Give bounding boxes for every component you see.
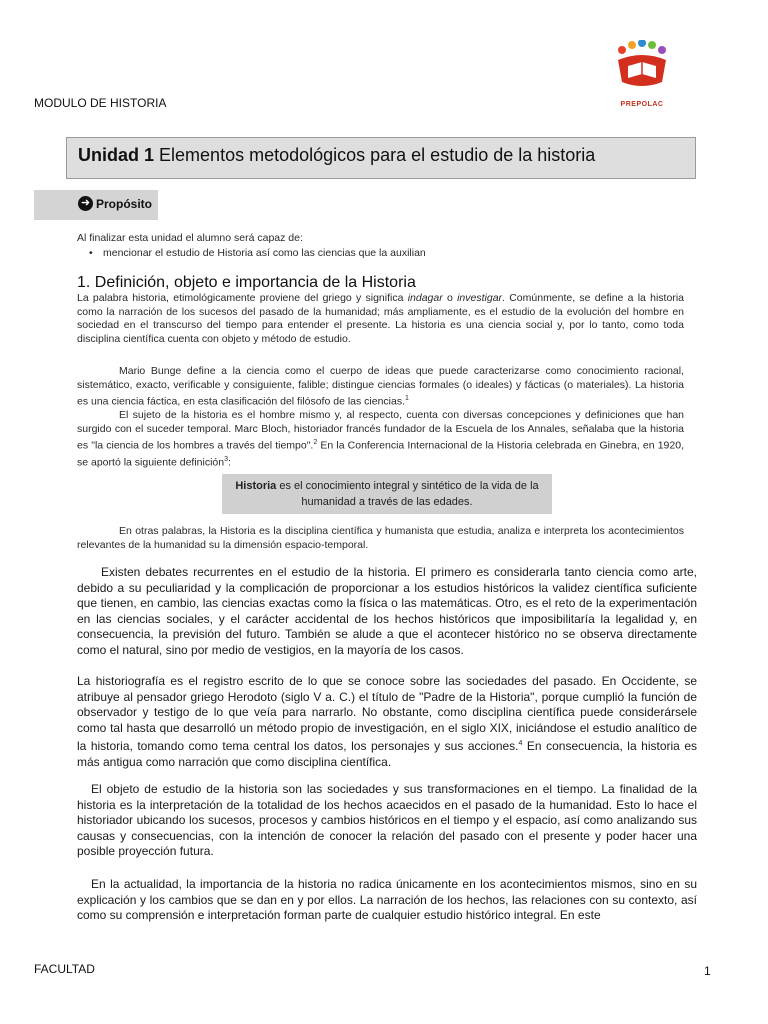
paragraph-7: El objeto de estudio de la historia son las sociedades y sus transformaciones en el tiempo. La finalidad de la historia es la interpretación de la totalidad de los hechos acaecidos en el pasado de la humanidad. Esto lo hace el historiador ubicando los sucesos, procesos y cambios históricos en el tiempo y el espacio, así como analizando sus causas y consecuencias, con la intención de conocer la relación del pasado con el presente y poder hacer una posible proyección futura. xyxy=(77,782,697,858)
paragraph-3-text-b: En la Conferencia Internacional de la Historia celebrada en Ginebra, en 1920, se aportó la siguiente definición xyxy=(77,439,684,469)
paragraph-3 xyxy=(77,409,684,470)
module-title: MODULO DE HISTORIA xyxy=(34,96,167,110)
paragraph-1-text-b: o xyxy=(442,292,458,304)
unit-title-text: Elementos metodológicos para el estudio de la historia xyxy=(159,145,596,165)
footnote-ref-4: 4 xyxy=(518,740,523,747)
arrow-right-icon: ➜ xyxy=(78,196,93,211)
page-number: 1 xyxy=(704,964,711,978)
paragraph-1-text-c: . Comúnmente, se define a la historia como la narración de los sucesos del pasado de la humanidad; más ampliamente, es el estudio de la evolución del hombre en sociedad en el transcurso del tiempo para entender el presente. La historia es una ciencia social y, por lo tanto, como toda disciplina científica cuenta con objeto y método de estudio. xyxy=(77,292,684,345)
paragraph-5: Existen debates recurrentes en el estudio de la historia. El primero es considerarla tanto ciencia como arte, debido a su peculiaridad y la complicación de proporcionar a los estudios históricos la validez científica suficiente que tienen, en cambio, las ciencias exactas como la física o las matemáticas. Otro, es el reto de la experimentación en las ciencias sociales, y el carácter accidental de los hechos históricos que imposibilitaría la legalidad y, en consecuencia, la previsión del futuro. También se alude a que el acontecer histórico no se observa directamente como el natural, sino por medio de vestigios, en la mayoría de los casos. xyxy=(77,565,697,657)
footnote-ref-3: 3 xyxy=(224,456,229,464)
institution-logo xyxy=(612,40,672,108)
purpose-bullet-text: mencionar el estudio de Historia así como las ciencias que la auxilian xyxy=(103,247,426,259)
unit-title-box xyxy=(66,137,696,179)
section-heading: 1. Definición, objeto e importancia de la Historia xyxy=(77,274,416,291)
footnote-ref-1: 1 xyxy=(405,395,409,403)
paragraph-4: En otras palabras, la Historia es la disciplina científica y humanista que estudia, analiza e interpreta los acontecimientos relevantes de la humanidad su la dimensión espacio-temporal. xyxy=(77,525,684,551)
paragraph-6-text-b: En consecuencia, la historia es más antigua como narración que como disciplina científica. xyxy=(77,739,698,769)
paragraph-1 xyxy=(77,292,684,346)
definition-term: Historia xyxy=(235,480,277,492)
logo-emblem-icon xyxy=(612,40,672,96)
purpose-label: Propósito xyxy=(96,197,152,211)
paragraph-6 xyxy=(77,674,697,770)
bullet-icon: • xyxy=(89,247,93,259)
paragraph-6-text-a: La historiografía es el registro escrito de lo que se conoce sobre las sociedades del pasado. En Occidente, se atribuye al pensador griego Herodoto (siglo V a. C.) el título de "Padre de la Historia", porque cumplió la función de observador y testigo de lo que veía para narrarlo. No obstante, como disciplina científica puede considerársele como tal hasta que desarrolló un método propio de investigación, en el siglo XIX, iniciándose el estudio analítico de la historia, tomando como tema central los datos, los personajes y sus acciones. xyxy=(77,674,697,753)
unit-title xyxy=(78,145,595,166)
paragraph-8: En la actualidad, la importancia de la historia no radica únicamente en los acontecimientos mismos, sino en su explicación y los cambios que se dan en y por ellos. La narración de los hechos, las relaciones con su contexto, así como su comprensión e interpretación forman parte de cualquier estudio histórico integral. En este xyxy=(77,877,697,922)
footer-faculty: FACULTAD xyxy=(34,962,95,976)
logo-text: PREPOLAC xyxy=(620,101,664,108)
purpose-bullet xyxy=(89,247,673,261)
paragraph-3-text-c: : xyxy=(228,456,231,469)
purpose-box xyxy=(34,190,158,220)
purpose-intro: Al finalizar esta unidad el alumno será capaz de: xyxy=(77,232,303,244)
paragraph-2 xyxy=(77,365,684,409)
emphasis-investigar: investigar xyxy=(457,292,503,304)
paragraph-2-text: Mario Bunge define a la ciencia como el cuerpo de ideas que puede caracterizarse como conocimiento racional, sistemático, exacto, verificable y consiguiente, falible; distingue ciencias formales (o ideales) y fácticas (o materiales). La historia es una ciencia fáctica, en esta clasificación del filósofo de las ciencias. xyxy=(77,365,684,408)
paragraph-3-text-a: El sujeto de la historia es el hombre mismo y, al respecto, cuenta con diversas concepciones y definiciones que han surgido con el suceder temporal. Marc Bloch, historiador francés fundador de la Escuela de los Annales, señalaba que la historia es "la ciencia de los hombres a través del tiempo". xyxy=(77,409,684,452)
footnote-ref-2: 2 xyxy=(313,439,318,447)
definition-text: es el conocimiento integral y sintético de la vida de la humanidad a través de las edades. xyxy=(276,480,539,508)
emphasis-indagar: indagar xyxy=(407,292,443,304)
unit-label: Unidad 1 xyxy=(78,145,155,165)
definition-box xyxy=(222,474,552,514)
paragraph-1-text-a: La palabra historia, etimológicamente proviene del griego y significa xyxy=(77,292,408,304)
